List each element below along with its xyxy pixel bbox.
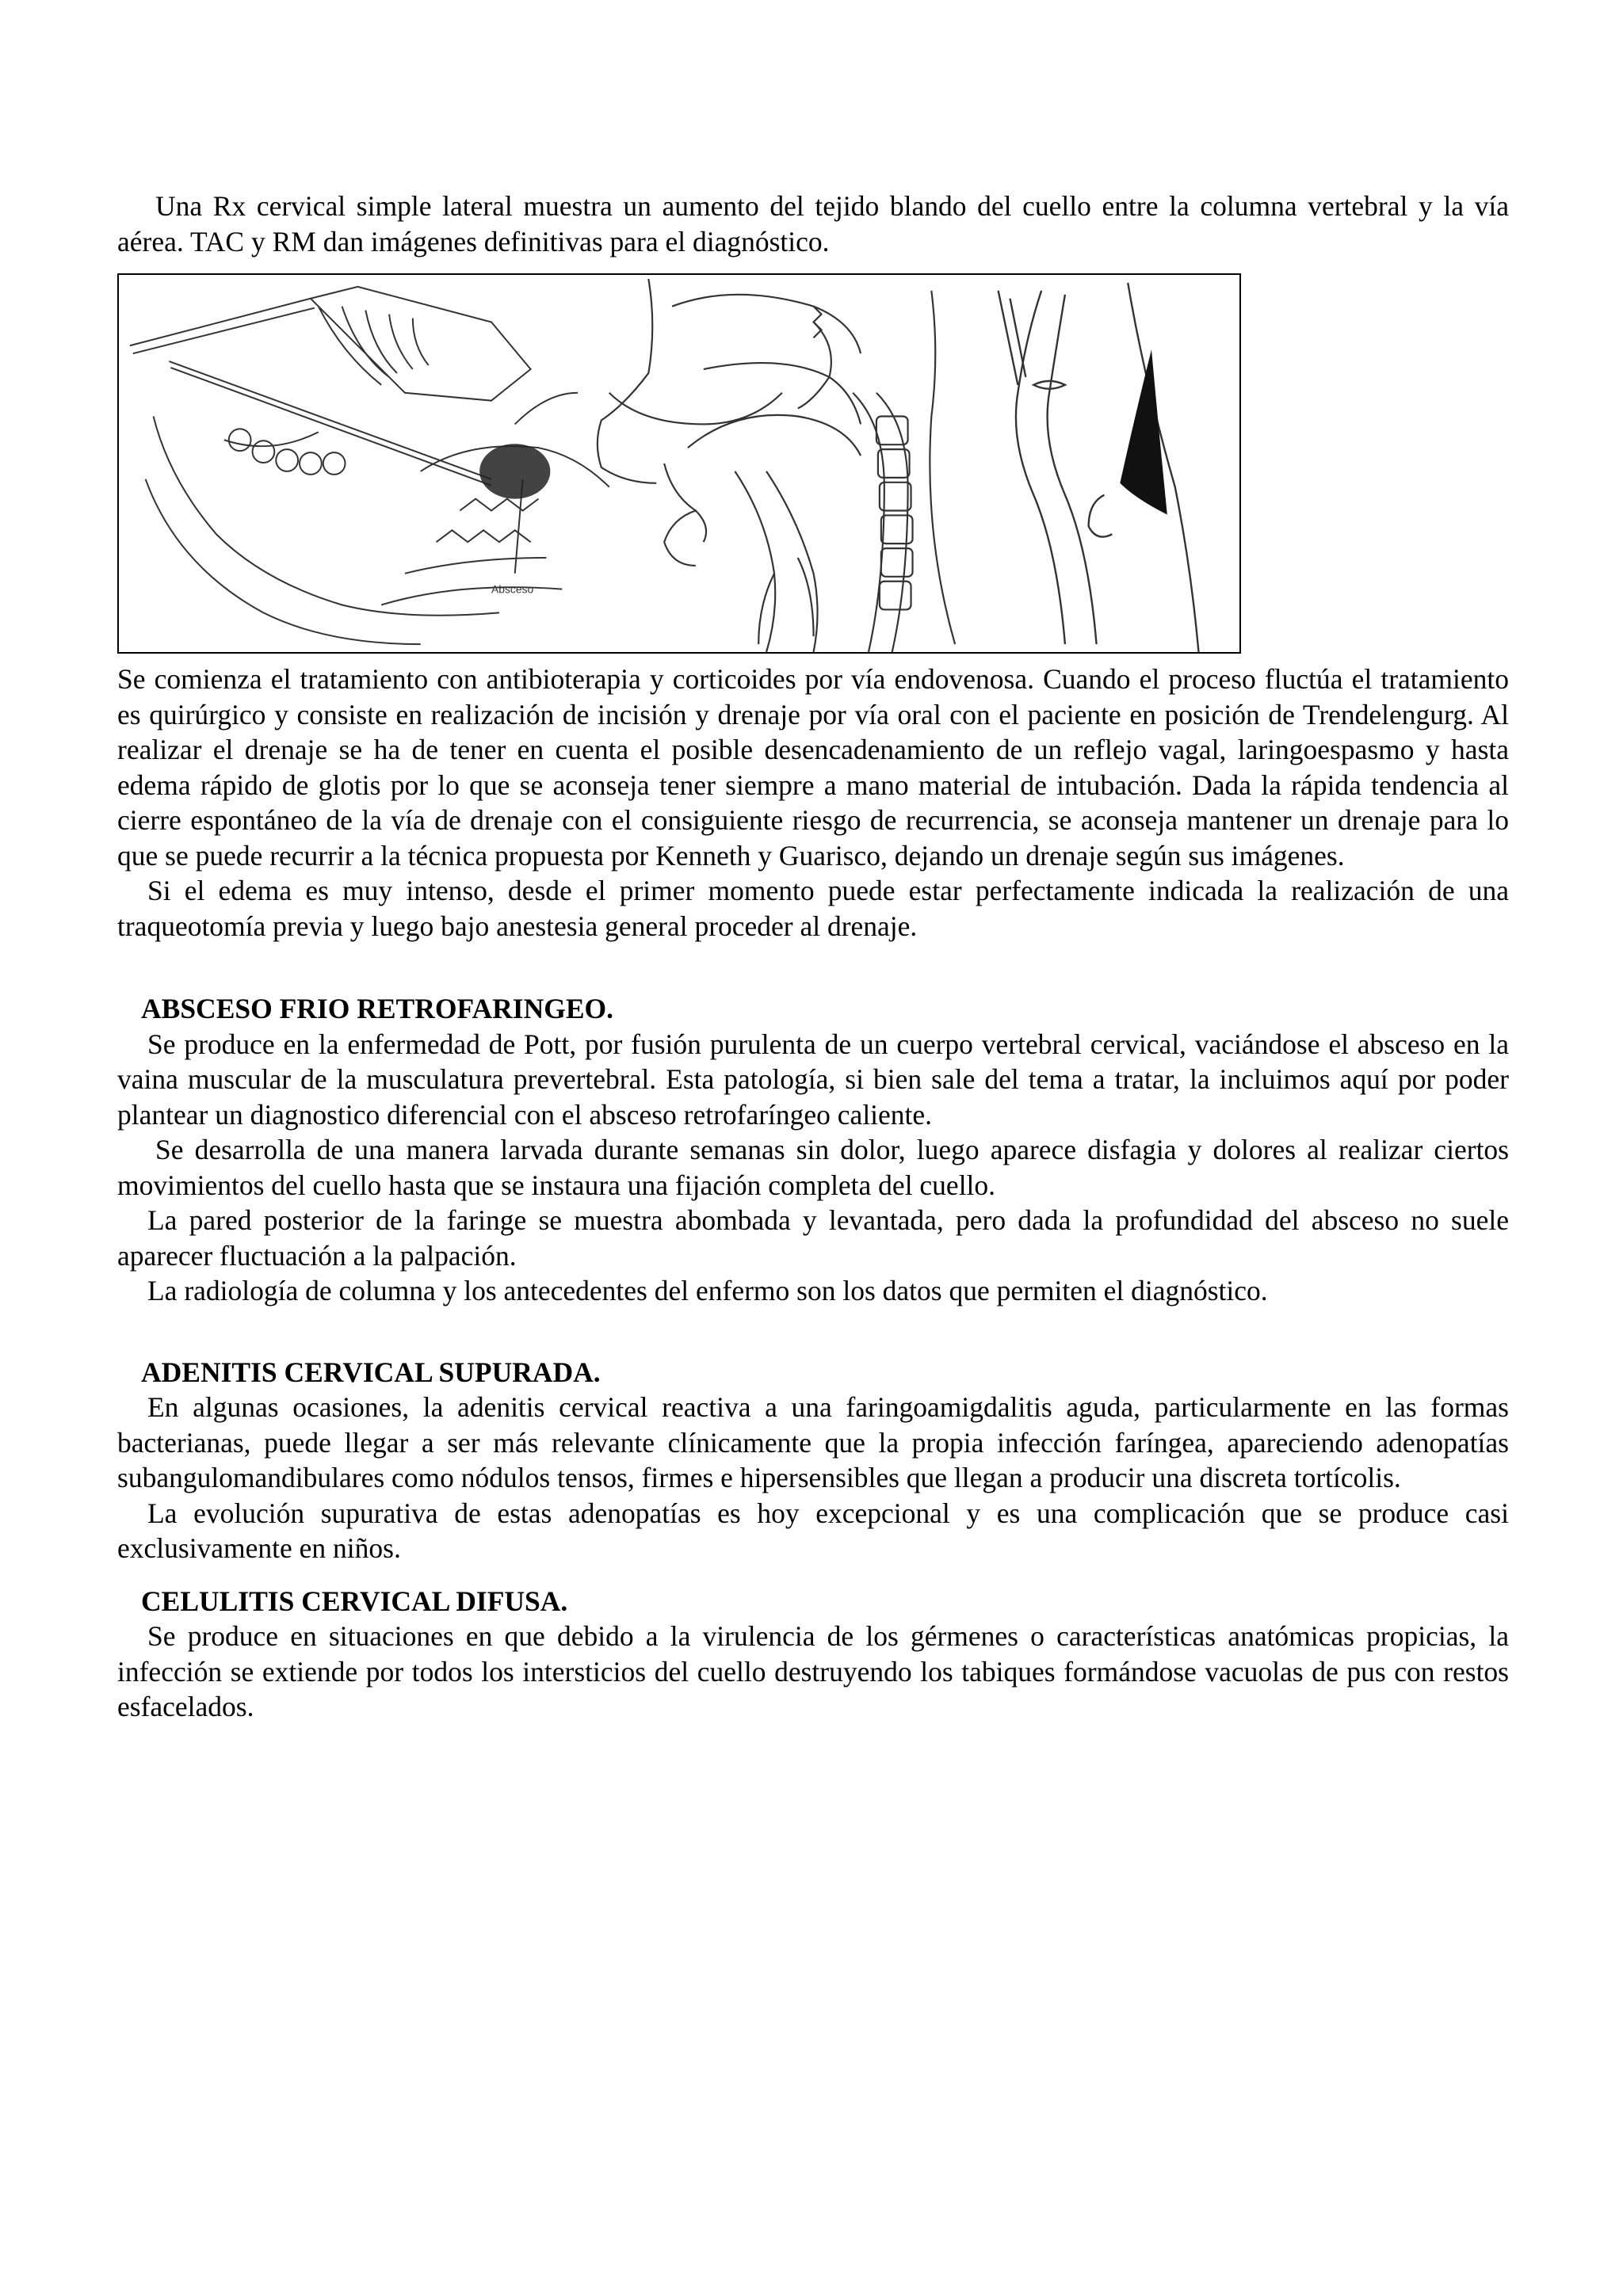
adenitis-paragraph-1: En algunas ocasiones, la adenitis cervical reactiva a una faringoamigdalitis aguda, particularmente en las formas bacterianas, puede llegar a ser más relevante clínicamente que la propia infección faríngea, apareciendo adenopatías subangulomandibulares como nódulos tensos, firmes e hipersensibles que llegan a producir una discreta tortícolis.: [117, 1391, 1509, 1493]
absceso-frio-paragraph-1: Se produce en la enfermedad de Pott, por fusión purulenta de un cuerpo vertebral cervical, vaciándose el absceso en la vaina muscular de la musculatura prevertebral. Esta patología, si bien sale del tema a tratar, la incluimos aquí por poder plantear un diagnostico diferencial con el absceso retrofaríngeo caliente.: [117, 1028, 1509, 1131]
heading-celulitis: CELULITIS CERVICAL DIFUSA.: [141, 1585, 568, 1617]
intro-paragraph: Una Rx cervical simple lateral muestra un aumento del tejido blando del cuello entre la columna vertebral y la vía aérea. TAC y RM dan imágenes definitivas para el diagnóstico.: [117, 190, 1509, 257]
treatment-paragraph: Se comienza el tratamiento con antibioterapia y corticoides por vía endovenosa. Cuando el proceso fluctúa el tratamiento es quirúrgico y consiste en realización de incisión y drenaje por vía oral con el paciente en posición de Trendelengurg. Al realizar el drenaje se ha de tener en cuenta el posible desencadenamiento de un reflejo vagal, laringoespasmo y hasta edema rápido de glotis por lo que se aconseja tener siempre a mano material de intubación. Dada la rápida tendencia al cierre espontáneo de la vía de drenaje con el consiguiente riesgo de recurrencia, se aconseja mantener un drenaje para lo que se puede recurrir a la técnica propuesta por Kenneth y Guarisco, dejando un drenaje según sus imágenes.: [117, 663, 1509, 871]
anatomical-illustrations: [117, 273, 1241, 654]
heading-adenitis: ADENITIS CERVICAL SUPURADA.: [141, 1356, 601, 1388]
illustrations-svg: [119, 275, 1239, 652]
illustration-drainage: [999, 283, 1199, 652]
adenitis-paragraph-2: La evolución supurativa de estas adenopatías es hoy excepcional y es una complicación que se produce casi exclusivamente en niños.: [117, 1497, 1509, 1564]
absceso-label: Absceso: [491, 582, 534, 596]
absceso-frio-paragraph-2: Se desarrolla de una manera larvada durante semanas sin dolor, luego aparece disfagia y dolores al realizar ciertos movimientos del cuello hasta que se instaura una fijación completa del cuello.: [117, 1134, 1509, 1201]
celulitis-paragraph-1: Se produce en situaciones en que debido a la virulencia de los gérmenes o características anatómicas propicias, la infección se extiende por todos los intersticios del cuello destruyendo los tabiques formándose vacuolas de pus con restos esfacelados.: [117, 1620, 1509, 1722]
absceso-frio-paragraph-3: La pared posterior de la faringe se muestra abombada y levantada, pero dada la profundidad del absceso no suele aparecer fluctuación a la palpación.: [117, 1204, 1509, 1272]
tracheotomy-paragraph: Si el edema es muy intenso, desde el primer momento puede estar perfectamente indicada la realización de una traqueotomía previa y luego bajo anestesia general proceder al drenaje.: [117, 875, 1509, 942]
illustration-sagittal: [598, 279, 955, 652]
absceso-frio-paragraph-4: La radiología de columna y los antecedentes del enfermo son los datos que permiten el diagnóstico.: [147, 1275, 1268, 1306]
document-page: [117, 189, 1509, 1725]
heading-absceso-frio: ABSCESO FRIO RETROFARINGEO.: [141, 993, 614, 1024]
